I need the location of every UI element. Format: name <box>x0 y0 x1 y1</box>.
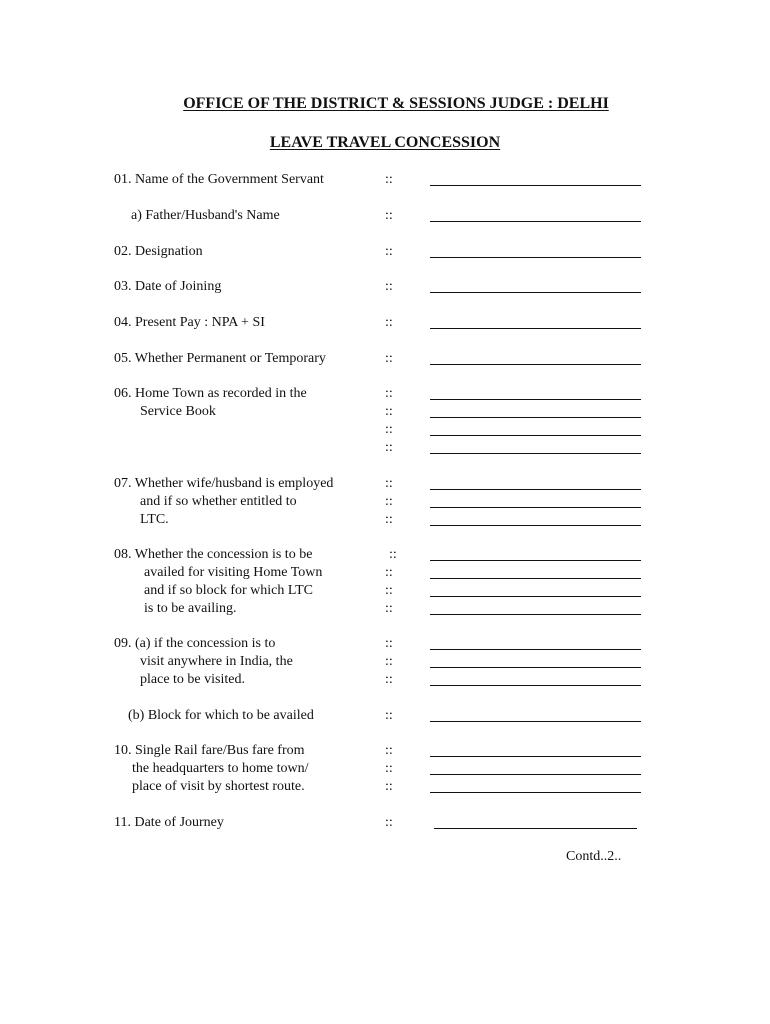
fill-line[interactable] <box>430 774 641 775</box>
field-label: visit anywhere in India, the <box>140 654 293 669</box>
fill-line[interactable] <box>430 292 641 293</box>
field-row-concession-anywhere <box>0 635 770 653</box>
fill-line[interactable] <box>430 507 641 508</box>
fill-line[interactable] <box>430 721 641 722</box>
field-row-fare-cont <box>0 778 770 796</box>
separator: :: <box>385 476 393 491</box>
separator: :: <box>385 422 393 437</box>
office-title: OFFICE OF THE DISTRICT & SESSIONS JUDGE : DELHI <box>183 95 609 112</box>
separator: :: <box>385 743 393 758</box>
fill-line[interactable] <box>430 525 641 526</box>
field-label: 06. Home Town as recorded in the <box>114 386 307 401</box>
field-row-fare-cont <box>0 760 770 778</box>
fill-line[interactable] <box>430 596 641 597</box>
field-row-designation <box>0 243 770 261</box>
fill-line[interactable] <box>430 614 641 615</box>
fill-line[interactable] <box>430 328 641 329</box>
field-row-spouse-employed <box>0 475 770 493</box>
field-label: and if so block for which LTC <box>144 583 314 598</box>
field-row-block <box>0 707 770 725</box>
form-title: LEAVE TRAVEL CONCESSION <box>269 134 501 151</box>
field-label: 02. Designation <box>114 244 203 259</box>
field-row-home-town <box>0 385 770 403</box>
separator: :: <box>385 636 393 651</box>
field-label: (b) Block for which to be availed <box>128 708 314 723</box>
field-row-home-town-cont <box>0 439 770 457</box>
fill-line[interactable] <box>430 792 641 793</box>
field-label: availed for visiting Home Town <box>144 565 323 580</box>
field-label: 01. Name of the Government Servant <box>114 172 324 187</box>
separator: :: <box>385 386 393 401</box>
separator: :: <box>385 494 393 509</box>
field-label: 05. Whether Permanent or Temporary <box>114 351 326 366</box>
separator: :: <box>385 672 393 687</box>
separator: :: <box>385 440 393 455</box>
field-label: Service Book <box>140 404 216 419</box>
field-row-home-town-cont <box>0 403 770 421</box>
field-row-concession-anywhere-cont <box>0 671 770 689</box>
field-label: and if so whether entitled to <box>140 494 297 509</box>
field-label: 08. Whether the concession is to be <box>114 547 313 562</box>
fill-line[interactable] <box>430 489 641 490</box>
separator: :: <box>385 779 393 794</box>
fill-line[interactable] <box>430 667 641 668</box>
field-row-concession-home-town-cont <box>0 600 770 618</box>
field-label: a) Father/Husband's Name <box>131 208 280 223</box>
field-row-spouse-employed-cont <box>0 493 770 511</box>
separator: :: <box>385 315 393 330</box>
separator: :: <box>385 351 393 366</box>
fill-line[interactable] <box>430 453 641 454</box>
separator: :: <box>385 708 393 723</box>
field-label: 04. Present Pay : NPA + SI <box>114 315 265 330</box>
field-row-concession-home-town <box>0 546 770 564</box>
separator: :: <box>385 761 393 776</box>
separator: :: <box>385 654 393 669</box>
separator: :: <box>385 583 393 598</box>
field-row-present-pay <box>0 314 770 332</box>
fill-line[interactable] <box>430 185 641 186</box>
separator: :: <box>385 815 393 830</box>
field-row-home-town-cont <box>0 421 770 439</box>
fill-line[interactable] <box>430 399 641 400</box>
continued-note: Contd..2.. <box>566 849 622 864</box>
fill-line[interactable] <box>430 435 641 436</box>
separator: :: <box>385 279 393 294</box>
separator: :: <box>385 404 393 419</box>
field-label: the headquarters to home town/ <box>132 761 309 776</box>
fill-line[interactable] <box>430 560 641 561</box>
fill-line[interactable] <box>430 364 641 365</box>
fill-line[interactable] <box>430 221 641 222</box>
separator: :: <box>385 172 393 187</box>
field-label: LTC. <box>140 512 169 527</box>
field-label: 10. Single Rail fare/Bus fare from <box>114 743 305 758</box>
separator: :: <box>385 601 393 616</box>
fill-line[interactable] <box>430 417 641 418</box>
fill-line[interactable] <box>434 828 637 829</box>
field-row-concession-anywhere-cont <box>0 653 770 671</box>
field-row-permanent-temporary <box>0 350 770 368</box>
field-row-date-of-joining <box>0 278 770 296</box>
field-label: place to be visited. <box>140 672 245 687</box>
field-label: 09. (a) if the concession is to <box>114 636 276 651</box>
fill-line[interactable] <box>430 257 641 258</box>
separator: :: <box>385 512 393 527</box>
fill-line[interactable] <box>430 649 641 650</box>
field-row-concession-home-town-cont <box>0 582 770 600</box>
separator: :: <box>385 244 393 259</box>
fill-line[interactable] <box>430 756 641 757</box>
field-label: place of visit by shortest route. <box>132 779 305 794</box>
field-row-concession-home-town-cont <box>0 564 770 582</box>
fill-line[interactable] <box>430 578 641 579</box>
field-row-father-name <box>0 207 770 225</box>
fill-line[interactable] <box>430 685 641 686</box>
field-row-date-of-journey <box>0 814 770 832</box>
separator: :: <box>389 547 397 562</box>
field-row-spouse-employed-cont <box>0 511 770 529</box>
field-label: 07. Whether wife/husband is employed <box>114 476 334 491</box>
field-row-name <box>0 171 770 189</box>
field-label: 11. Date of Journey <box>114 815 224 830</box>
separator: :: <box>385 565 393 580</box>
separator: :: <box>385 208 393 223</box>
field-row-fare <box>0 742 770 760</box>
field-label: 03. Date of Joining <box>114 279 222 294</box>
field-label: is to be availing. <box>144 601 237 616</box>
